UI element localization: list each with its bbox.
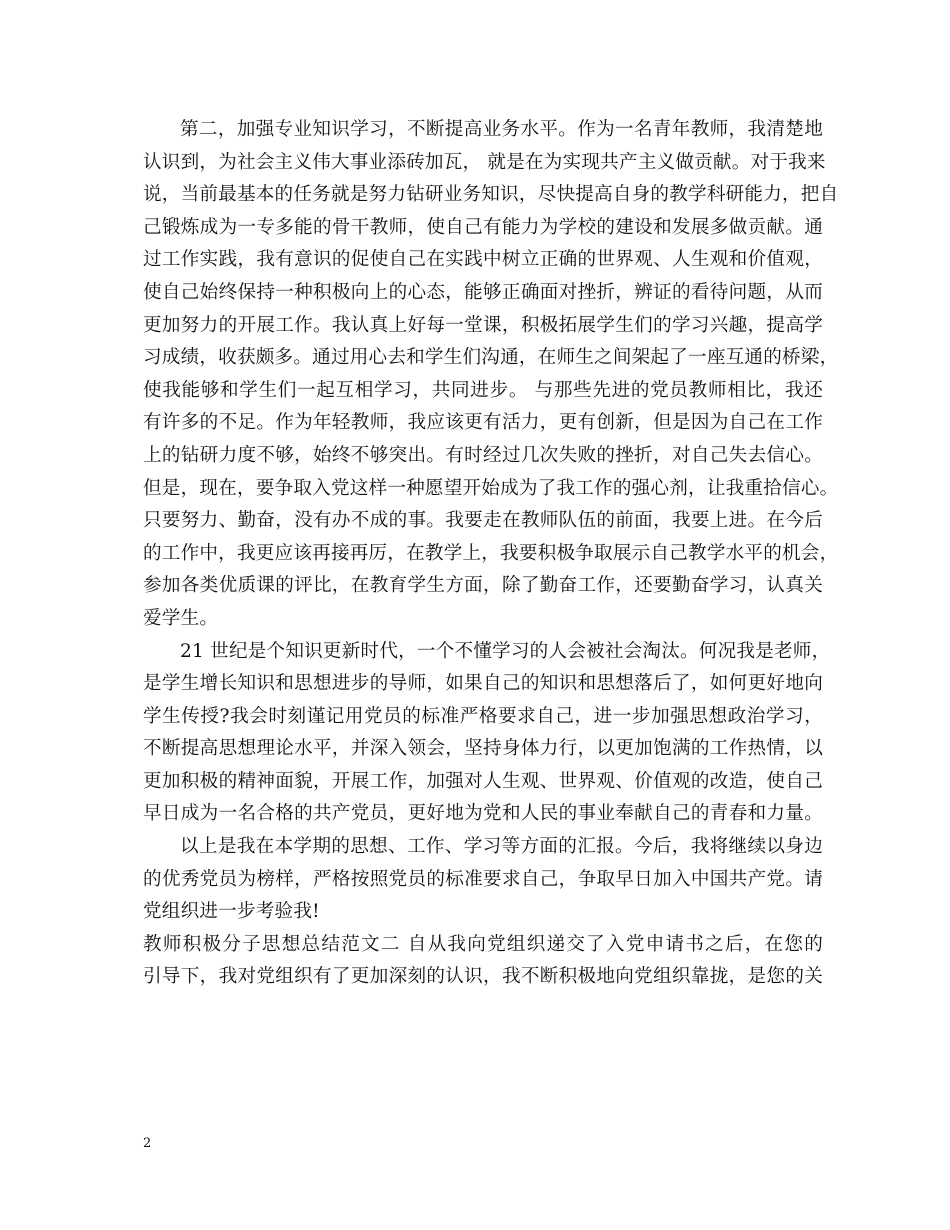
text-line: 只要努力、勤奋，没有办不成的事。我要走在教师队伍的前面，我要上进。在今后 — [143, 510, 823, 532]
text-line: 认识到，为社会主义伟大事业添砖加瓦， 就是在为实现共产主义做贡献。对于我来 — [143, 151, 826, 173]
text-line: 21 世纪是个知识更新时代，一个不懂学习的人会被社会淘汰。何况我是老师， — [180, 640, 831, 662]
text-line: 有许多的不足。作为年轻教师，我应该更有活力，更有创新，但是因为自己在工作 — [143, 412, 823, 434]
text-line: 早日成为一名合格的共产党员，更好地为党和人民的事业奉献自己的青春和力量。 — [143, 803, 823, 825]
text-line: 说，当前最基本的任务就是努力钻研业务知识，尽快提高自身的教学科研能力，把自 — [143, 184, 839, 206]
document-body — [143, 114, 839, 994]
text-line: 使自己始终保持一种积极向上的心态，能够正确面对挫折，辨证的看待问题，从而 — [143, 281, 823, 303]
text-line: 但是，现在，要争取入党这样一种愿望开始成为了我工作的强心剂，让我重拾信心。 — [143, 477, 839, 499]
text-line: 引导下，我对党组织有了更加深刻的认识，我不断积极地向党组织靠拢，是您的关 — [143, 966, 823, 988]
text-line: 习成绩，收获颇多。通过用心去和学生们沟通，在师生之间架起了一座互通的桥梁， — [143, 347, 839, 369]
text-line: 的工作中，我更应该再接再厉，在教学上，我要积极争取展示自己教学水平的机会， — [143, 542, 839, 564]
text-line: 党组织进一步考验我! — [143, 901, 320, 923]
page-number: 2 — [143, 1136, 152, 1151]
text-line: 不断提高思想理论水平，并深入领会，坚持身体力行，以更加饱满的工作热情，以 — [143, 738, 823, 760]
text-line: 第二，加强专业知识学习，不断提高业务水平。作为一名青年教师，我清楚地 — [180, 119, 823, 140]
text-line: 更加努力的开展工作。我认真上好每一堂课，积极拓展学生们的学习兴趣，提高学 — [143, 314, 823, 336]
text-line: 教师积极分子思想总结范文二 自从我向党组织递交了入党申请书之后，在您的 — [143, 933, 823, 955]
text-line: 的优秀党员为榜样，严格按照党员的标准要求自己，争取早日加入中国共产党。请 — [143, 868, 823, 890]
text-line: 更加积极的精神面貌，开展工作，加强对人生观、世界观、价值观的改造，使自己 — [143, 770, 823, 792]
text-line: 爱学生。 — [143, 607, 219, 629]
text-line: 过工作实践，我有意识的促使自己在实践中树立正确的世界观、人生观和价值观， — [143, 249, 823, 271]
text-line: 是学生增长知识和思想进步的导师，如果自己的知识和思想落后了，如何更好地向 — [143, 673, 823, 695]
text-line: 学生传授?我会时刻谨记用党员的标准严格要求自己，进一步加强思想政治学习， — [143, 705, 823, 727]
text-line: 上的钻研力度不够，始终不够突出。有时经过几次失败的挫折，对自己失去信心。 — [143, 444, 823, 466]
text-line: 使我能够和学生们一起互相学习，共同进步。 与那些先进的党员教师相比，我还 — [143, 379, 823, 401]
text-line: 己锻炼成为一专多能的骨干教师，使自己有能力为学校的建设和发展多做贡献。通 — [143, 216, 823, 238]
text-line: 参加各类优质课的评比，在教育学生方面，除了勤奋工作，还要勤奋学习，认真关 — [143, 575, 823, 597]
text-line: 以上是我在本学期的思想、工作、学习等方面的汇报。今后，我将继续以身边 — [180, 836, 823, 858]
